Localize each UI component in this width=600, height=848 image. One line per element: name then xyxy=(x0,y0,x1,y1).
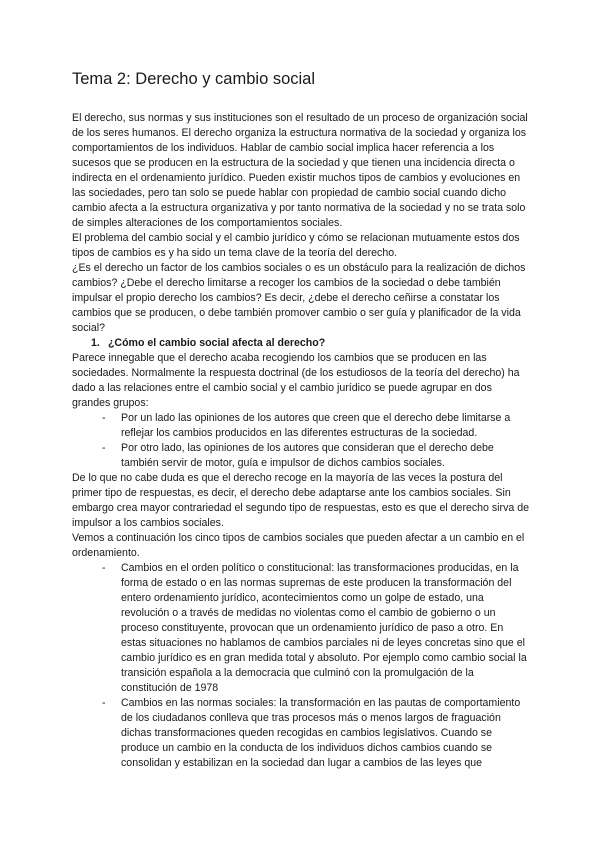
section-heading-text: ¿Cómo el cambio social afecta al derecho? xyxy=(107,337,326,349)
list-item: - Cambios en el orden político o constitucional: las transformaciones producidas, en la forma de estado o en las normas supremas de este producen la transformación del entero ordenamiento jurídico, acontecimientos como un golpe de estado, una revolución o a través de medidas no violentas como el cambio de gobierno o un proceso constituyente, provocan que un ordenamiento jurídico de paso a otro. En estas situaciones no hablamos de cambios parciales ni de leyes concretas sino que el cambio jurídico es en gran medida total y absoluto. Por ejemplo como cambio social la transición española a la democracia que culminó con la promulgación de la constitución de 1978 xyxy=(102,561,530,696)
document-title: Tema 2: Derecho y cambio social xyxy=(72,70,316,88)
list-item: - Cambios en las normas sociales: la transformación en las pautas de comportamiento de los ciudadanos conlleva que tras procesos más o menos largos de fraguación dichas transformaciones queden recogidas en cambios legislativos. Cuando se produce un cambio en la conducta de los individuos dichos cambios cuando se consolidan y estabilizan en la sociedad dan lugar a cambios de las leyes que xyxy=(102,696,530,771)
opinions-list xyxy=(72,411,530,471)
section-paragraph: Vemos a continuación los cinco tipos de cambios sociales que pueden afectar a un cambio en el ordenamiento. xyxy=(72,532,525,559)
document-body xyxy=(72,111,530,771)
section-heading xyxy=(72,336,530,351)
section-number: 1. xyxy=(91,337,100,349)
section-paragraph: De lo que no cabe duda es que el derecho recoge en la mayoría de las veces la postura del primer tipo de respuestas, es decir, el derecho debe adaptarse ante los cambios sociales. Sin embargo crea mayor contrariedad el segundo tipo de respuestas, esto es que el derecho sirva de impulsor a los cambios sociales. xyxy=(72,472,529,529)
list-item: - Por otro lado, las opiniones de los autores que consideran que el derecho debe también servir de motor, guía e impulsor de dichos cambios sociales. xyxy=(102,441,530,471)
list-item: - Por un lado las opiniones de los autores que creen que el derecho debe limitarse a reflejar los cambios producidos en las diferentes estructuras de la sociedad. xyxy=(102,411,530,441)
intro-paragraph: El derecho, sus normas y sus instituciones son el resultado de un proceso de organización social de los seres humanos. El derecho organiza la estructura normativa de la sociedad y organiza los comportamientos de los individuos. Hablar de cambio social implica hacer referencia a los sucesos que se producen en la estructura de la sociedad y que tienen una incidencia directa o indirecta en el ordenamiento jurídico. Pueden existir muchos tipos de cambios y evoluciones en las sociedades, pero tan solo se puede hablar con propiedad de cambio social cuando dicho cambio afecta a la estructura organizativa y por tanto normativa de la sociedad y no se trata solo de simples alteraciones de los comportamientos sociales. xyxy=(72,112,528,229)
intro-paragraph: ¿Es el derecho un factor de los cambios sociales o es un obstáculo para la realización de dichos cambios? ¿Debe el derecho limitarse a recoger los cambios de la sociedad o debe también impulsar el propio derecho los cambios? Es decir, ¿debe el derecho ceñirse a constatar los cambios que se producen, o debe también promover cambio o ser guía y planificador de la vida social? xyxy=(72,262,526,334)
intro-paragraph: El problema del cambio social y el cambio jurídico y cómo se relacionan mutuamente estos dos tipos de cambios es y ha sido un tema clave de la teoría del derecho. xyxy=(72,232,520,259)
change-types-list xyxy=(72,561,530,771)
section-paragraph: Parece innegable que el derecho acaba recogiendo los cambios que se producen en las sociedades. Normalmente la respuesta doctrinal (de los estudiosos de la teoría del derecho) ha dado a las relaciones entre el cambio social y el cambio jurídico se puede agrupar en dos grandes grupos: xyxy=(72,352,520,409)
